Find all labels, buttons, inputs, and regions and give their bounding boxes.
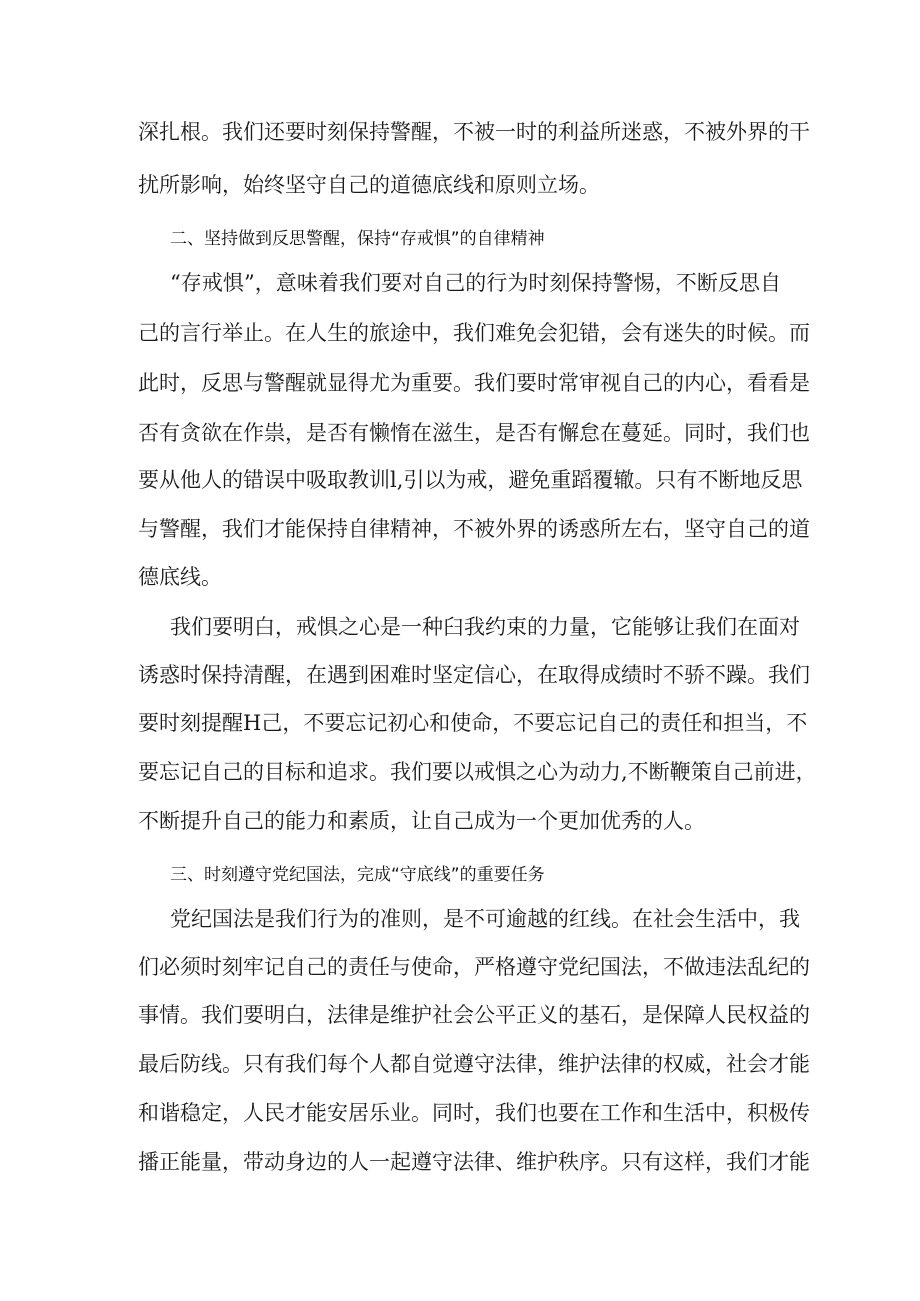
body-line: 德底线。	[138, 565, 222, 589]
body-line: 党纪国法是我们行为的准则，是不可逾越的红线。在社会生活中，我	[170, 907, 800, 931]
section-heading-3: 三、时刻遵守党纪国法，完成“守底线”的重要任务	[170, 865, 545, 885]
body-line: 播正能量，带动身边的人一起遵守法律、维护秩序。只有这样，我们才能	[138, 1150, 810, 1174]
body-line: 最后防线。只有我们每个人都自觉遵守法律，维护法律的权威，社会才能	[138, 1052, 810, 1076]
body-line: 要时刻提醒H己，不要忘记初心和使命，不要忘记自己的责任和担当，不	[138, 711, 808, 735]
body-line: 扰所影响，始终坚守自己的道德底线和原则立场。	[138, 173, 600, 197]
body-line: 要从他人的错误中吸取教训l,引以为戒，避免重蹈覆辙。只有不断地反思	[138, 468, 803, 492]
body-line: 不断提升自己的能力和素质，让自己成为一个更加优秀的人。	[138, 809, 705, 833]
body-line: 诱惑时保持清醒，在遇到困难时坚定信心，在取得成绩时不骄不躁。我们	[138, 663, 810, 687]
body-line: 要忘记自己的目标和追求。我们要以戒惧之心为动力,不断鞭策自己前进，	[138, 760, 817, 784]
body-line: 深扎根。我们还要时刻保持警醒，不被一时的利益所迷惑，不被外界的干	[138, 120, 810, 144]
body-line: 与警醒，我们才能保持自律精神，不被外界的诱惑所左右，坚守自己的道	[138, 517, 810, 541]
body-line: “存戒惧”，意味着我们要对自己的行为时刻保持警惕，不断反思自	[170, 271, 781, 295]
body-line: 们必须时刻牢记自己的责任与使命，严格遵守党纪国法，不做违法乱纪的	[138, 955, 810, 979]
body-line: 我们要明白，戒惧之心是一种臼我约束的力量，它能够让我们在面对	[170, 615, 800, 639]
body-line: 己的言行举止。在人生的旅途中，我们难免会犯错，会有迷失的时候。而	[138, 321, 810, 345]
body-line: 事情。我们要明白，法律是维护社会公平正义的基石，是保障人民权益的	[138, 1003, 810, 1027]
body-line: 和谐稳定，人民才能安居乐业。同时，我们也要在工作和生活中，积极传	[138, 1101, 810, 1125]
body-line: 否有贪欲在作祟，是否有懒惰在滋生，是否有懈怠在蔓延。同时，我们也	[138, 421, 810, 445]
body-line: 此时，反思与警醒就显得尤为重要。我们要时常审视自己的内心，看看是	[138, 371, 810, 395]
section-heading-2: 二、坚持做到反思警醒，保持“存戒惧”的自律精神	[170, 229, 545, 249]
